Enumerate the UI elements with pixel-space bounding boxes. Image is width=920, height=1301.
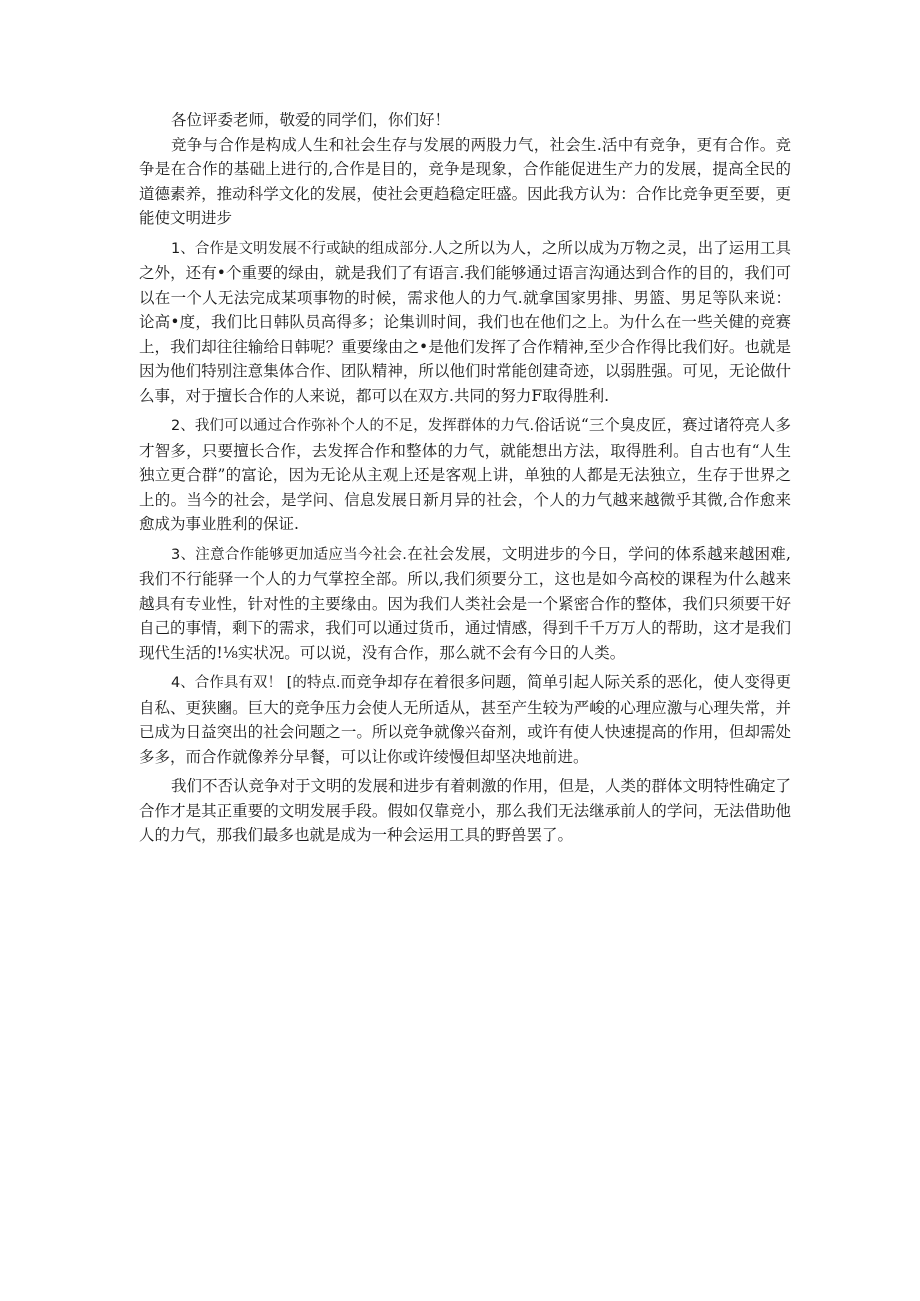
point-body-3: 在社会发展，文明进步的今日，学问的体系越来越困难,我们不行能驿一个人的力气掌控全部。所以,我们须要分工，这也是如今高校的课程为什么越来越具有专业性，针对性的主要缘由。因为我们人类社会是一个紧密合作的整体，我们只须要干好自己的事情，剩下的需求，我们可以通过货币，通过情感，得到千千万万人的帮助，这才是我们现代生活的!⅛实状况。可以说，没有合作，那么就不会有今日的人类。	[139, 544, 791, 662]
greeting-paragraph: 各位评委老师，敬爱的同学们，你们好！	[171, 111, 451, 129]
conclusion-paragraph: 我们不否认竞争对于文明的发展和进步有着刺激的作用，但是，人类的群体文明特性确定了合作才是其正重要的文明发展手段。假如仅靠竞小，那么我们无法继承前人的学问，无法借助他人的力气，那我们最多也就是成为一种会运用工具的野兽罢了。	[139, 777, 792, 844]
point-paragraph-1	[139, 236, 791, 409]
point-paragraph-3	[139, 542, 791, 666]
point-heading-1: 1、合作是文明发展不行或缺的组成部分.	[171, 240, 433, 257]
point-paragraph-2	[139, 413, 791, 537]
point-body-2: 俗话说“三个臭皮匠，赛过诸符亮人多才智多，只要擅长合作，去发挥合作和整体的力气，就能想出方法，取得胜利。自古也有“人生独立更合群”的富论，因为无论从主观上还是客观上讲，单独的人都是无法独立，生存于世界之上的。当今的社会，是学问、信息发展日新月异的社会，个人的力气越来越微乎其微,合作愈来愈成为事业胜利的保证.	[139, 416, 791, 533]
point-heading-4: 4、合作具有双！ [的特点.	[171, 675, 341, 691]
intro-paragraph: 竞争与合作是构成人生和社会生存与发展的两股力气，社会生.活中有竞争，更有合作。竞争是在合作的基础上进行的,合作是目的，竞争是现象，合作能促进生产力的发展，提高全民的道德素养，推动科学文化的发展，使社会更趋稳定旺盛。因此我方认为：合作比竞争更至要，更能使文明进步	[139, 135, 791, 227]
point-body-4: 而竞争却存在着很多问题，简单引起人际关系的恶化，使人变得更自私、更狭豳。巨大的竞争压力会使人无所适从，甚至产生较为严峻的心理应激与心理失常，并已成为日益突出的社会问题之一。所以竞争就像兴奋剂，或许有使人快速提高的作用，但却需处多多，而合作就像养分早餐，可以让你或许绫慢但却坚决地前进。	[139, 673, 791, 766]
point-heading-3: 3、注意合作能够更加适应当今社会.	[171, 546, 407, 563]
document-page	[139, 108, 791, 848]
point-body-1: 人之所以为人，之所以成为万物之灵，出了运用工具之外，还有•个重要的绿由，就是我们了有语言.我们能够通过语言沟通达到合作的目的，我们可以在一个人无法完成某项事物的时候，需求他人的力气.就拿国家男排、男篮、男足等队来说：论高•度，我们比日韩队员高得多；论集训时间，我们也在他们之上。为什么在一些关健的竞赛上，我们却往往输给日韩呢？重要缘由之•是他们发挥了合作精神,至少合作得比我们好。也就是因为他们特别注意集体合作、团队精神，所以他们时常能创建奇迹，以弱胜强。可见，无论做什么事，对于擅长合作的人来说，都可以在双方.共同的努力F取得胜利.	[139, 238, 791, 405]
point-heading-2: 2、我们可以通过合作弥补个人的不足，发挥群体的力气.	[171, 418, 535, 434]
point-paragraph-4	[139, 670, 791, 769]
